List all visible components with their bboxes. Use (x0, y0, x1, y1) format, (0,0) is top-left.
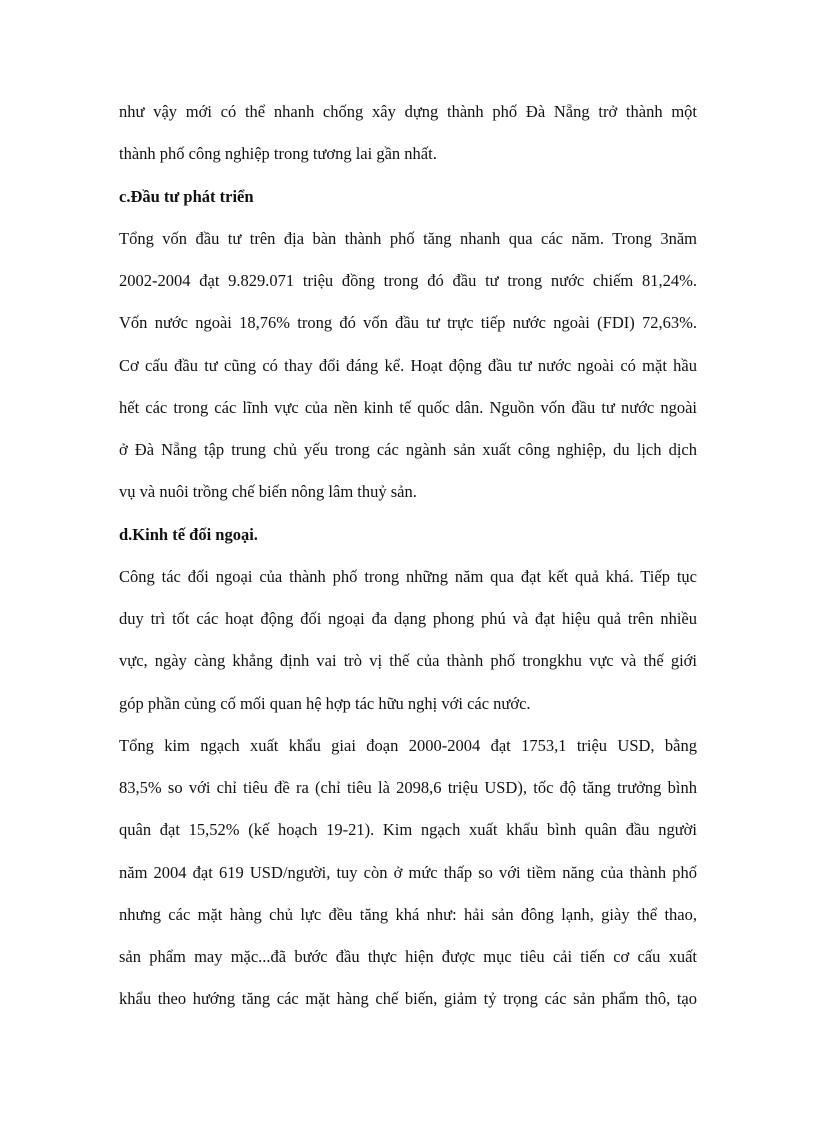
text-line: Tổng vốn đầu tư trên địa bàn thành phố tăng nhanh qua các năm. Trong 3năm (119, 229, 697, 248)
text-line: Công tác đối ngoại của thành phố trong những năm qua đạt kết quả khá. Tiếp tục (119, 567, 697, 586)
text-line: Cơ cấu đầu tư cũng có thay đổi đáng kể. Hoạt động đầu tư nước ngoài có mặt hầu (119, 356, 697, 375)
text-line: duy trì tốt các hoạt động đối ngoại đa dạng phong phú và đạt hiệu quả trên nhiều (119, 609, 697, 628)
text-line: quân đạt 15,52% (kế hoạch 19-21). Kim ngạch xuất khẩu bình quân đầu người (119, 820, 697, 839)
text-line: thành phố công nghiệp trong tương lai gần nhất. (119, 144, 437, 163)
text-line: hết các trong các lĩnh vực của nền kinh tế quốc dân. Nguồn vốn đầu tư nước ngoài (119, 398, 697, 417)
text-line: ở Đà Nẵng tập trung chủ yếu trong các ngành sản xuất công nghiệp, du lịch dịch (119, 440, 697, 459)
text-line: vực, ngày càng khẳng định vai trò vị thế của thành phố trongkhu vực và thế giới (119, 651, 697, 670)
text-line: nhưng các mặt hàng chủ lực đều tăng khá như: hải sản đông lạnh, giày thể thao, (119, 905, 697, 924)
text-line: sản phẩm may mặc...đã bước đầu thực hiện được mục tiêu cải tiến cơ cấu xuất (119, 947, 697, 966)
section-heading-investment: c.Đầu tư phát triển (119, 187, 254, 206)
text-line: vụ và nuôi trồng chế biến nông lâm thuỷ sản. (119, 482, 417, 501)
section-heading-foreign-economy: d.Kinh tế đối ngoại. (119, 525, 258, 544)
text-line: 83,5% so với chỉ tiêu đề ra (chỉ tiêu là 2098,6 triệu USD), tốc độ tăng trưởng bình (119, 778, 697, 797)
text-line: như vậy mới có thể nhanh chống xây dựng thành phố Đà Nẵng trở thành một (119, 102, 697, 121)
text-line: Tổng kim ngạch xuất khẩu giai đoạn 2000-2004 đạt 1753,1 triệu USD, bằng (119, 736, 697, 755)
text-line: khẩu theo hướng tăng các mặt hàng chế biến, giảm tỷ trọng các sản phẩm thô, tạo (119, 989, 697, 1008)
text-line: góp phần củng cố mối quan hệ hợp tác hữu nghị với các nước. (119, 694, 531, 713)
text-line: 2002-2004 đạt 9.829.071 triệu đồng trong đó đầu tư trong nước chiếm 81,24%. (119, 271, 697, 290)
text-line: năm 2004 đạt 619 USD/người, tuy còn ở mức thấp so với tiềm năng của thành phố (119, 863, 697, 882)
text-line: Vốn nước ngoài 18,76% trong đó vốn đầu tư trực tiếp nước ngoài (FDI) 72,63%. (119, 313, 697, 332)
